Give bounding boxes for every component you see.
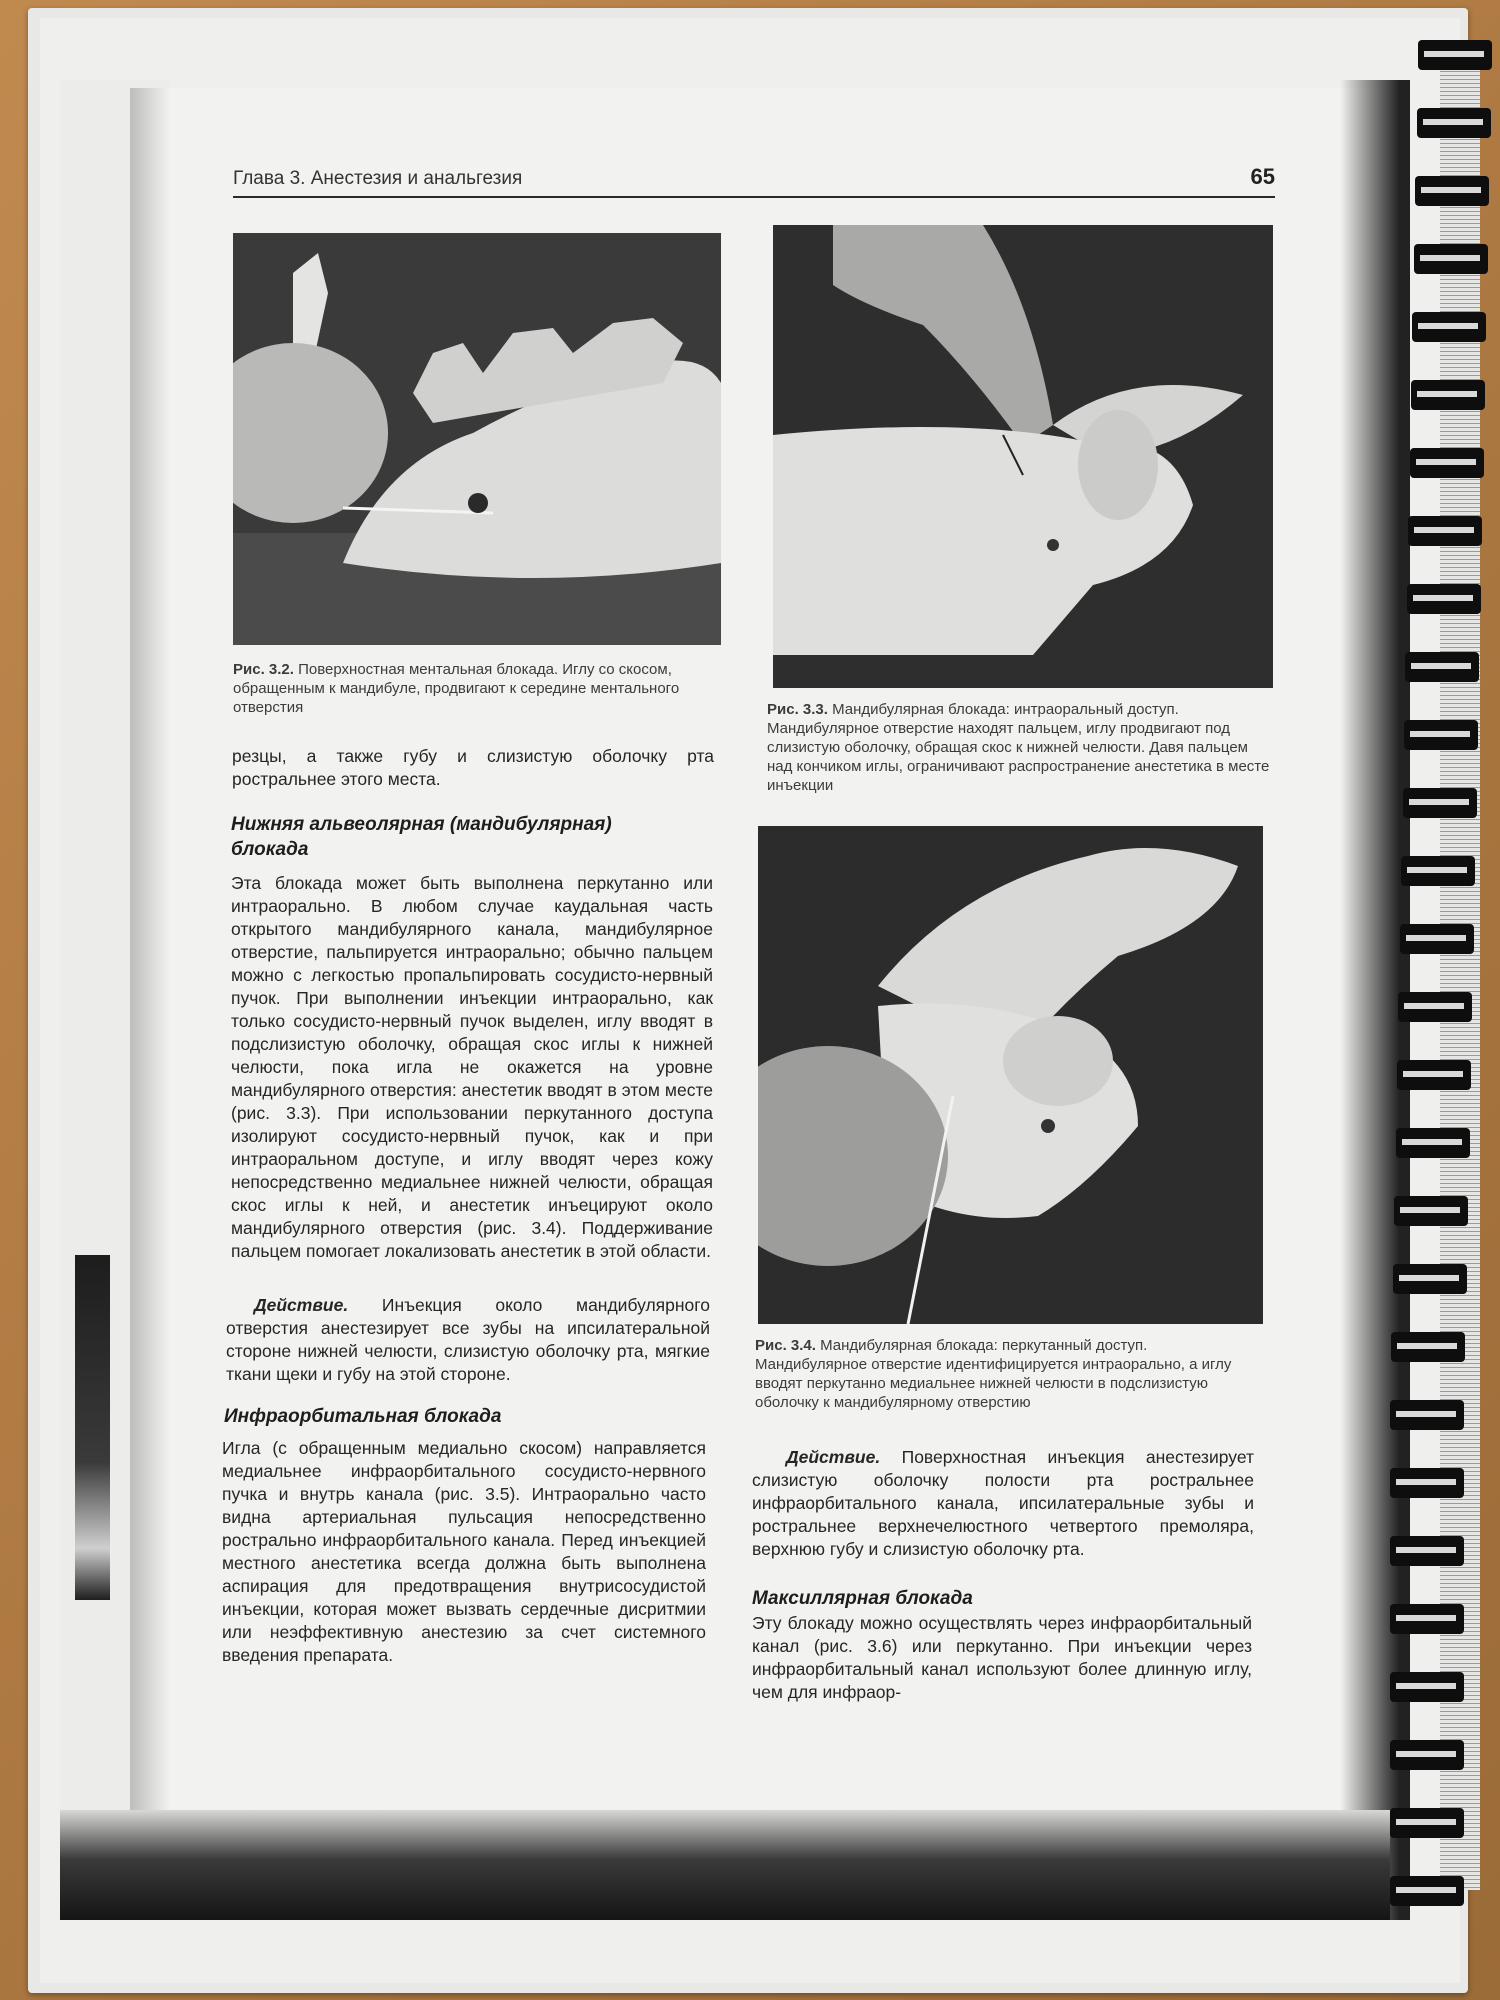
figure-3-4-label: Рис. 3.4.: [755, 1337, 816, 1354]
intro-paragraph: резцы, а также губу и слизистую оболочку рта ростральнее этого места.: [232, 746, 714, 789]
binding-ring: [1400, 924, 1474, 954]
binding-ring: [1405, 652, 1479, 682]
action-text-1: Инъекция около мандибулярного отверстия анестезирует все зубы на ипсилатеральной стороне нижней челюсти, слизистую оболочку рта, мягкие ткани щеки и губу на этой стороне.: [226, 1295, 710, 1384]
page-gutter-shadow: [130, 88, 170, 1918]
binding-ring: [1408, 516, 1482, 546]
figure-3-4-photo: [758, 826, 1263, 1324]
binding-ring: [1390, 1604, 1464, 1634]
figure-3-2-photo: [233, 233, 721, 645]
page-number: 65: [1250, 164, 1275, 189]
binding-ring: [1390, 1808, 1464, 1838]
paragraph-infraorbital-block: Игла (с обращенным медиально скосом) направляется медиальнее инфраорбитального сосудисто-нервного пучка и внутрь канала (рис. 3.5). Интраорально часто видна артериальная пульсация непосредственно рострально инфраорбитального канала. Перед инъекцией местного анестетика всегда должна быть выполнена аспирация для предотвращения внутрисосудистой инъекции, которая может вызвать сердечные дисритмии или неэффективную анестезию за счет системного введения препарата.: [222, 1438, 706, 1665]
binding-ring: [1411, 380, 1485, 410]
page-bottom-shadow: [60, 1810, 1390, 1920]
paragraph-mandibular-action: [226, 1294, 710, 1386]
figure-3-3-text: Мандибулярная блокада: интраоральный доступ. Мандибулярное отверстие находят пальцем, иглу продвигают под слизистую оболочку, обращая скос к нижней челюсти. Давя пальцем над кончиком иглы, ограничивают распространение анестетика в месте инъекции: [767, 701, 1270, 794]
binding-ring: [1390, 1740, 1464, 1770]
figure-3-4-text: Мандибулярная блокада: перкутанный доступ. Мандибулярное отверстие идентифицируется интраорально, а иглу вводят перкутанно медиальнее нижней челюсти в подслизистую оболочку к мандибулярному отверстию: [755, 1337, 1232, 1411]
figure-3-2-caption: [233, 660, 723, 717]
binding-ring: [1397, 1060, 1471, 1090]
paragraph-maxillary-block: Эту блокаду можно осуществлять через инфраорбитальный канал (рис. 3.6) или перкутанно. При инъекции через инфраорбитальный канал используют более длинную иглу, чем для инфраор-: [752, 1613, 1252, 1702]
figure-3-3-photo: [773, 225, 1273, 688]
action-text-2: Поверхностная инъекция анестезирует слизистую оболочку полости рта ростральнее инфраорбитального канала, ипсилатеральные зубы и ростральнее верхнечелюстного четвертого премоляра, верхнюю губу и слизистую оболочку рта.: [752, 1447, 1254, 1559]
figure-3-4-caption: [755, 1336, 1253, 1412]
heading-maxillary-block: Максиллярная блокада: [752, 1588, 973, 1609]
binding-ring: [1415, 176, 1489, 206]
binding-ring: [1394, 1196, 1468, 1226]
figure-3-3-label: Рис. 3.3.: [767, 701, 828, 718]
binding-ring: [1417, 108, 1491, 138]
binding-ring: [1391, 1332, 1465, 1362]
heading-infraorbital-block: Инфраорбитальная блокада: [224, 1406, 502, 1427]
heading-mandibular-block: Нижняя альвеолярная (мандибулярная) блокада: [231, 814, 612, 860]
binding-ring: [1393, 1264, 1467, 1294]
figure-3-2-text: Поверхностная ментальная блокада. Иглу со скосом, обращенным к мандибуле, продвигают к середине ментального отверстия: [233, 661, 680, 716]
binding-ring: [1396, 1128, 1470, 1158]
binding-ring: [1398, 992, 1472, 1022]
binding-ring: [1414, 244, 1488, 274]
binding-ring: [1404, 720, 1478, 750]
figure-3-3-caption: [767, 700, 1275, 795]
binding-ring: [1412, 312, 1486, 342]
running-head: Глава 3. Анестезия и анальгезия: [233, 168, 523, 189]
binding-ring: [1390, 1876, 1464, 1906]
binding-ring: [1390, 1672, 1464, 1702]
binding-ring: [1390, 1400, 1464, 1430]
binding-ring: [1390, 1468, 1464, 1498]
paragraph-mandibular-block: Эта блокада может быть выполнена перкутанно или интраорально. В любом случае каудальная часть открытого мандибулярного канала, мандибулярное отверстие, пальпируется интраорально; обычно пальцем можно с легкостью пропальпировать сосудисто-нервный пучок. При выполнении инъекции интраорально, как только сосудисто-нервный пучок выделен, иглу вводят в подслизистую оболочку, обращая скос иглы к нижней челюсти, пока игла не окажется на уровне мандибулярного отверстия: анестетик вводят в этом месте (рис. 3.3). При использовании перкутанного доступа изолируют сосудисто-нервный пучок, как и при интраоральном доступе, и иглу вводят через кожу непосредственно медиальнее нижней челюсти, обращая скос иглы к ней, и анестетик инъецируют около мандибулярного отверстия (рис. 3.4). Поддерживание пальцем помогает локализовать анестетик в этой области.: [231, 873, 713, 1261]
page-header: [233, 160, 1275, 198]
figure-3-2-label: Рис. 3.2.: [233, 661, 294, 678]
action-label-2: Действие.: [786, 1447, 881, 1467]
binding-ring: [1418, 40, 1492, 70]
binding-ring: [1410, 448, 1484, 478]
previous-page-photo: [75, 1255, 110, 1600]
action-label-1: Действие.: [254, 1295, 349, 1315]
binding-ring: [1407, 584, 1481, 614]
binding-ring: [1390, 1536, 1464, 1566]
paragraph-infraorbital-action: [752, 1446, 1254, 1561]
binding-ring: [1403, 788, 1477, 818]
binding-ring: [1401, 856, 1475, 886]
